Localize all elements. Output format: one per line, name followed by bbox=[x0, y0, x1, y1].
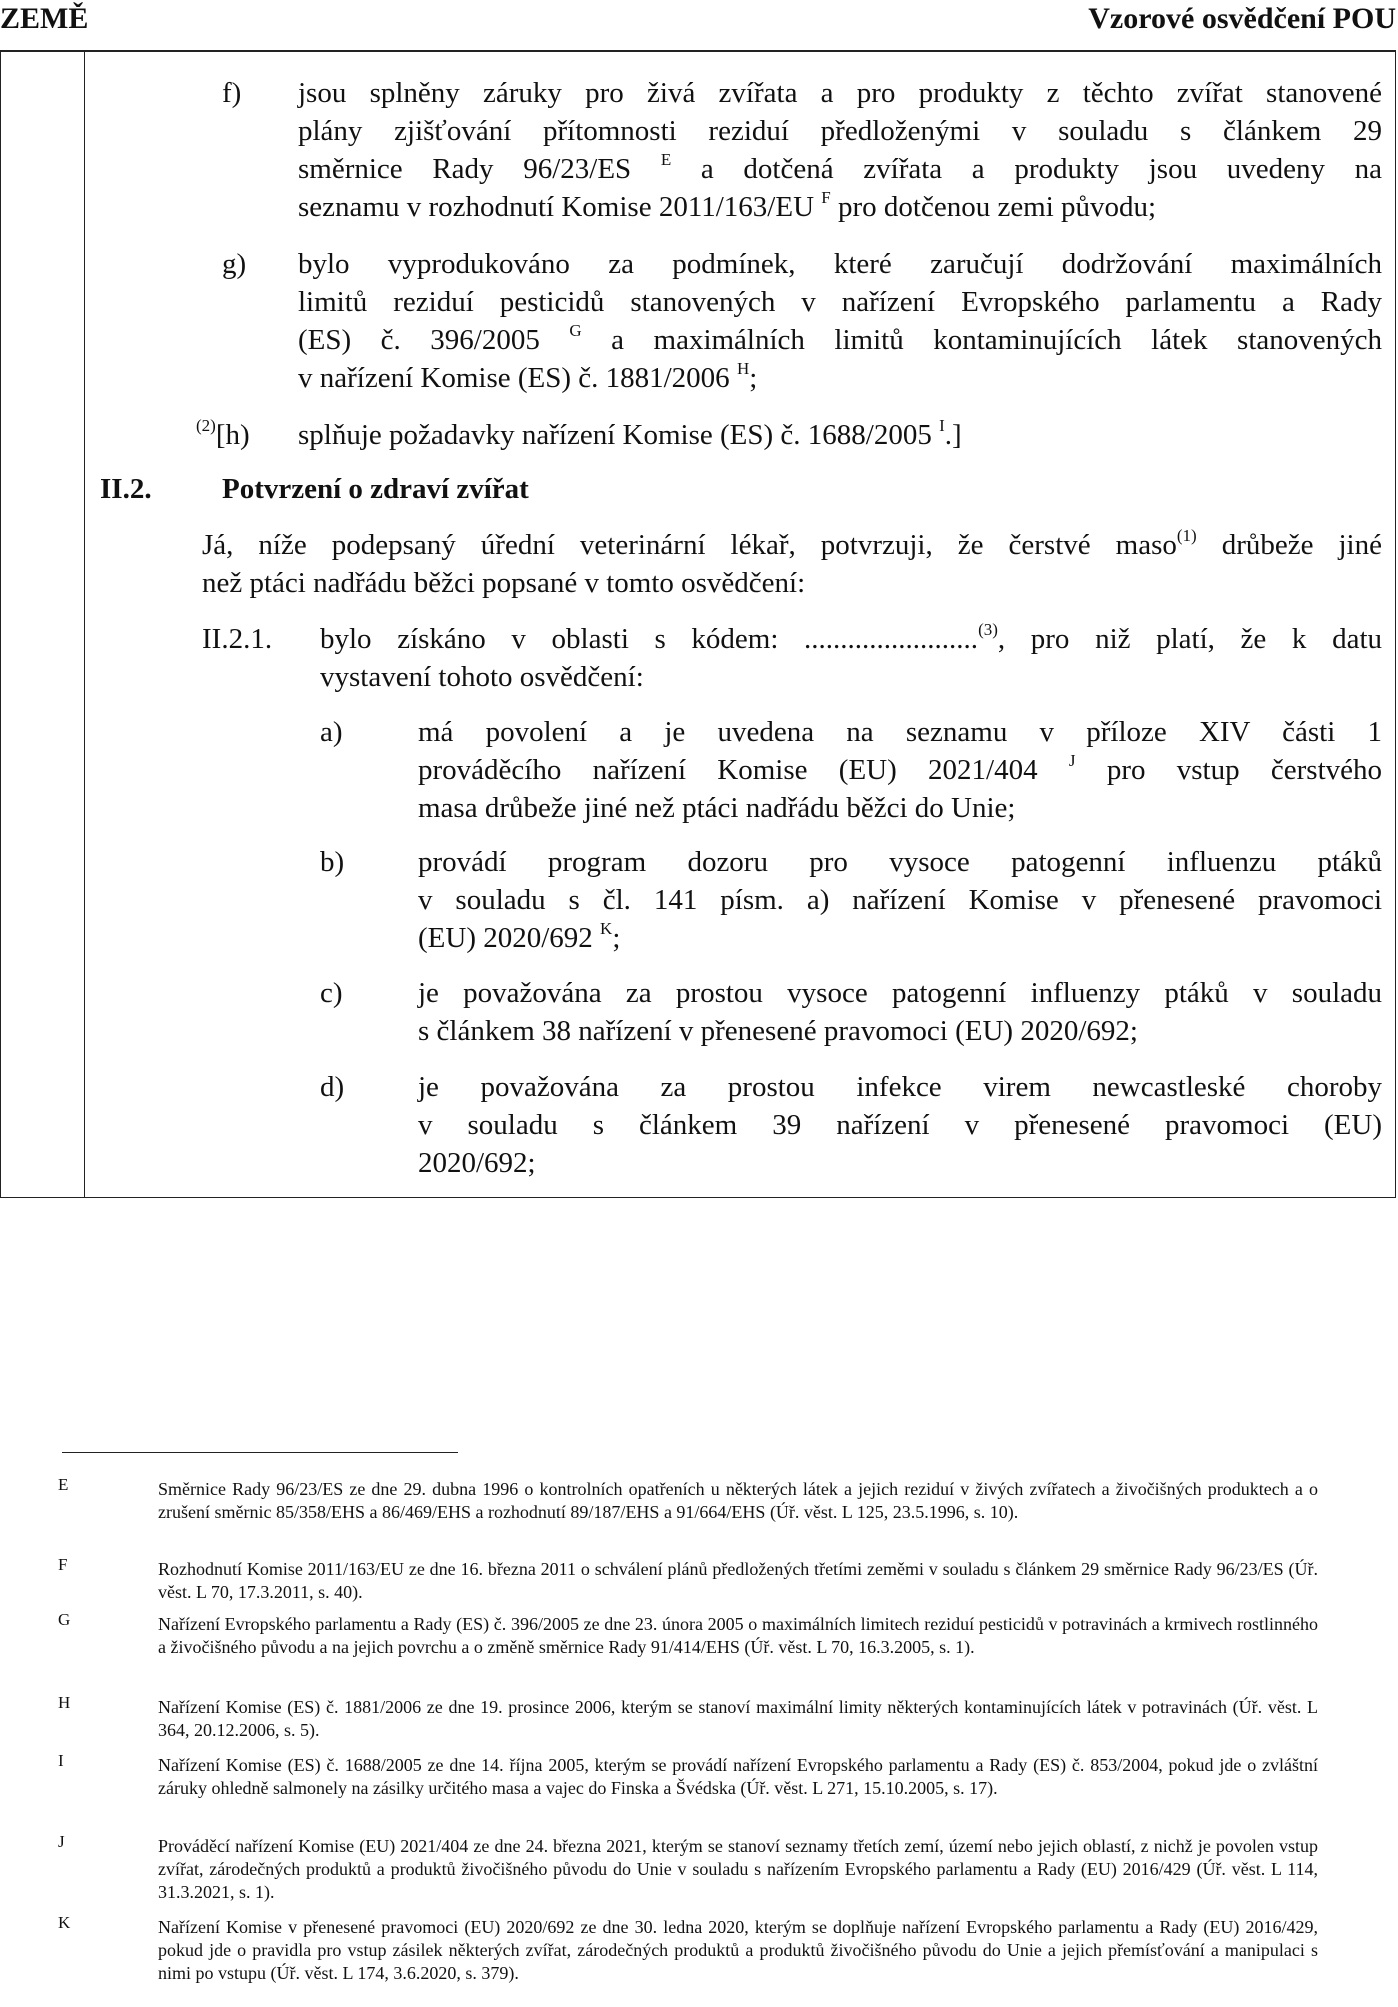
footnote-ref-j: J bbox=[1068, 751, 1076, 771]
sub-item-b-line-2: v souladu s čl. 141 písm. a) nařízení Komise v přenesené pravomoci bbox=[418, 884, 1382, 916]
footnote-ref-i: I bbox=[939, 416, 945, 436]
footnote-text: Směrnice Rady 96/23/ES ze dne 29. dubna 1996 o kontrolních opatřeních u některých látek a jejich reziduí v živých zvířatech a živočišných produktech a o zrušení směrnic 85/358/EHS a 86/469/EHS a rozhodnutí 89/187/EHS a 91/664/EHS (Úř. věst. L 125, 23.5.1996, s. 10). bbox=[158, 1479, 1318, 1522]
footnote-ref-e: E bbox=[660, 150, 672, 170]
item-f-line-3: směrnice Rady 96/23/ES $^E$ a dotčená zvířata a produkty jsou uvedeny na bbox=[298, 150, 1383, 185]
footnote-separator bbox=[62, 1452, 458, 1453]
footnote-text: Nařízení Komise v přenesené pravomoci (EU) 2020/692 ze dne 30. ledna 2020, kterým se doplňuje nařízení Evropského parlamentu a Rady (EU) 2016/429, pokud jde o pravidla pro vstup zásilek některých zvířat, zárodečných produktů a produktů živočišného původu do Unie a jejich přemísťování a manipulaci s nimi po vstupu (Úř. věst. L 174, 3.6.2020, s. 379). bbox=[158, 1917, 1318, 1983]
footnote-letter: F bbox=[58, 1555, 68, 1574]
footnote-ref-k: K bbox=[600, 919, 613, 939]
sub-item-d-line-3: 2020/692; bbox=[418, 1147, 536, 1179]
section-intro-line-1: Já, níže podepsaný úřední veterinární lékař, potvrzuji, že čerstvé maso$^{(1)}$ drůbeže jiné bbox=[202, 526, 1382, 561]
footnote-text: Nařízení Komise (ES) č. 1881/2006 ze dne 19. prosince 2006, kterým se stanoví maximální limity některých kontaminujících látek v potravinách (Úř. věst. L 364, 20.12.2006, s. 5). bbox=[158, 1697, 1318, 1740]
header-country: ZEMĚ bbox=[0, 2, 89, 35]
footnote-ref-h: H bbox=[736, 359, 750, 379]
section-title: Potvrzení o zdraví zvířat bbox=[222, 473, 529, 505]
item-h-label: $^{(2)}$[h) bbox=[196, 416, 250, 451]
sub-item-a-label: a) bbox=[320, 716, 343, 748]
sub-item-a-line-1: má povolení a je uvedena na seznamu v příloze XIV části 1 bbox=[418, 716, 1382, 748]
item-f-line-1: jsou splněny záruky pro živá zvířata a pro produkty z těchto zvířat stanovené bbox=[298, 77, 1382, 109]
sub-item-c-label: c) bbox=[320, 977, 343, 1009]
note-ref-2: (2) bbox=[196, 416, 216, 436]
item-g-line-2: limitů reziduí pesticidů stanovených v nařízení Evropského parlamentu a Rady bbox=[298, 286, 1382, 318]
subsection-line-1: bylo získáno v oblasti s kódem: ........................$^{(3)}$, pro niž platí, že k datu bbox=[320, 620, 1382, 655]
sub-item-c-line-1: je považována za prostou vysoce patogenní influenzy ptáků v souladu bbox=[418, 977, 1382, 1009]
subsection-number: II.2.1. bbox=[202, 623, 273, 655]
item-g-line-1: bylo vyprodukováno za podmínek, které zaručují dodržování maximálních bbox=[298, 248, 1382, 280]
sub-item-b-line-1: provádí program dozoru pro vysoce patogenní influenzu ptáků bbox=[418, 846, 1382, 878]
frame-divider bbox=[84, 50, 85, 1198]
sub-item-d-label: d) bbox=[320, 1071, 345, 1103]
item-f-label: f) bbox=[222, 77, 242, 109]
item-g-label: g) bbox=[222, 248, 247, 280]
item-f-line-4: seznamu v rozhodnutí Komise 2011/163/EU $^F$ pro dotčenou zemi původu; bbox=[298, 188, 1157, 223]
footnote-text: Prováděcí nařízení Komise (EU) 2021/404 ze dne 24. března 2021, kterým se stanoví seznamy třetích zemí, území nebo jejich oblastí, z nichž je povolen vstup zvířat, zárodečných produktů a produktů živočišného původu do Unie v souladu s nařízením Evropského parlamentu a Rady (EU) 2016/429 (Úř. věst. L 114, 31.3.2021, s. 1). bbox=[158, 1836, 1318, 1902]
footnote-ref-g: G bbox=[569, 321, 582, 341]
sub-item-a-line-2: prováděcího nařízení Komise (EU) 2021/404 $^J$ pro vstup čerstvého bbox=[418, 751, 1383, 786]
section-intro-line-2: než ptáci nadřádu běžci popsané v tomto osvědčení: bbox=[202, 567, 806, 599]
header-title: Vzorové osvědčení POU bbox=[1088, 2, 1396, 35]
footnote-ref-f: F bbox=[821, 188, 831, 208]
sub-item-b-label: b) bbox=[320, 846, 345, 878]
sub-item-d-line-1: je považována za prostou infekce virem newcastleské choroby bbox=[418, 1071, 1382, 1103]
sub-item-d-line-2: v souladu s článkem 39 nařízení v přenesené pravomoci (EU) bbox=[418, 1109, 1382, 1141]
section-number: II.2. bbox=[100, 473, 152, 505]
note-ref-1: (1) bbox=[1176, 526, 1197, 546]
note-ref-3: (3) bbox=[978, 620, 998, 640]
footnote-text: Nařízení Evropského parlamentu a Rady (ES) č. 396/2005 ze dne 23. února 2005 o maximálních limitech reziduí pesticidů v potravinách a krmivech rostlinného a živočišného původu a na jejich povrchu a o změně směrnice Rady 91/414/EHS (Úř. věst. L 70, 16.3.2005, s. 1). bbox=[158, 1614, 1318, 1657]
sub-item-b-line-3: (EU) 2020/692 $^K$; bbox=[418, 919, 621, 954]
footnote-letter: E bbox=[58, 1475, 69, 1494]
sub-item-a-line-3: masa drůbeže jiné než ptáci nadřádu běžci do Unie; bbox=[418, 792, 1016, 824]
footnote-letter: H bbox=[58, 1693, 71, 1712]
item-g-line-3: (ES) č. 396/2005 $^G$ a maximálních limitů kontaminujících látek stanovených bbox=[298, 321, 1382, 356]
footnote-text: Nařízení Komise (ES) č. 1688/2005 ze dne 14. října 2005, kterým se provádí nařízení Evropského parlamentu a Rady (ES) č. 853/2004, pokud jde o zvláštní záruky ohledně salmonely na zásilky určitého masa a vajec do Finska a Švédska (Úř. věst. L 271, 15.10.2005, s. 17). bbox=[158, 1755, 1318, 1798]
footnote-text: Rozhodnutí Komise 2011/163/EU ze dne 16. března 2011 o schválení plánů předložených třetími zeměmi v souladu s článkem 29 směrnice Rady 96/23/ES (Úř. věst. L 70, 17.3.2011, s. 40). bbox=[158, 1559, 1318, 1602]
footnote-letter: G bbox=[58, 1610, 71, 1629]
footnote-letter: K bbox=[58, 1913, 71, 1932]
item-f-line-2: plány zjišťování přítomnosti reziduí předloženými v souladu s článkem 29 bbox=[298, 115, 1382, 147]
sub-item-c-line-2: s článkem 38 nařízení v přenesené pravomoci (EU) 2020/692; bbox=[418, 1015, 1138, 1047]
footnote-letter: I bbox=[58, 1751, 64, 1770]
subsection-line-2: vystavení tohoto osvědčení: bbox=[320, 661, 644, 693]
footnote-letter: J bbox=[58, 1832, 65, 1851]
item-g-line-4: v nařízení Komise (ES) č. 1881/2006 $^H$; bbox=[298, 359, 758, 394]
item-h-text: splňuje požadavky nařízení Komise (ES) č. 1688/2005 $^I$.] bbox=[298, 416, 962, 451]
